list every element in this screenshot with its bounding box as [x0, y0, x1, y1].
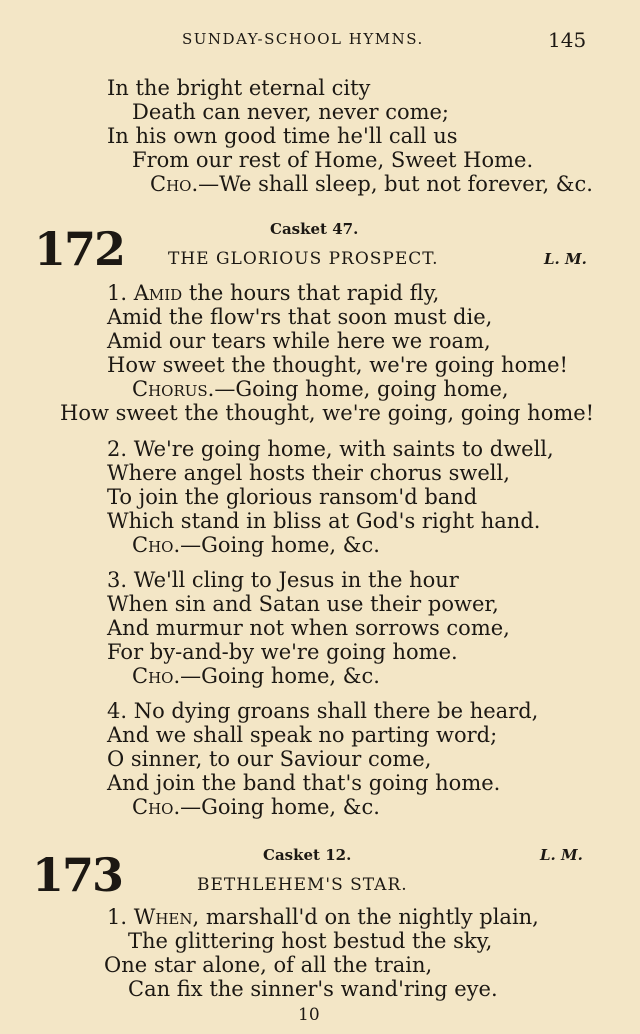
verse-line: To join the glorious ransom'd band — [107, 485, 478, 509]
chorus-text: —Going home, &c. — [180, 664, 380, 688]
chorus-label: Cho. — [132, 533, 181, 557]
page-number: 145 — [548, 28, 587, 52]
verse-line: How sweet the thought, we're going home! — [107, 353, 568, 377]
chorus-line: How sweet the thought, we're going, going home! — [60, 401, 595, 425]
verse-line: From our rest of Home, Sweet Home. — [132, 148, 534, 172]
chorus-line — [132, 664, 380, 688]
chorus-text: —Going home, &c. — [180, 795, 380, 819]
tune-source: Casket 47. — [270, 220, 359, 238]
verse-line: Which stand in bliss at God's right hand. — [107, 509, 541, 533]
hymn-title: THE GLORIOUS PROSPECT. — [168, 249, 439, 269]
verse-line: In his own good time he'll call us — [107, 124, 458, 148]
signature-mark: 10 — [298, 1005, 320, 1025]
chorus-text: —Going home, &c. — [180, 533, 380, 557]
verse-line — [107, 281, 439, 305]
chorus-line — [132, 533, 380, 557]
verse-number: 1. — [107, 281, 128, 305]
hymn-meter: L. M. — [544, 250, 587, 268]
verse-line: In the bright eternal city — [107, 76, 371, 100]
chorus-label: Chorus. — [132, 377, 215, 401]
verse-line: 3. We'll cling to Jesus in the hour — [107, 568, 459, 592]
chorus-text: —We shall sleep, but not forever, &c. — [198, 172, 593, 196]
chorus-label: Cho. — [132, 664, 181, 688]
verse-line-rest: , marshall'd on the nightly plain, — [192, 905, 539, 929]
hymn-title: BETHLEHEM'S STAR. — [197, 875, 408, 895]
verse-line: Death can never, never come; — [132, 100, 450, 124]
verse-line: And join the band that's going home. — [107, 771, 501, 795]
verse-line: 2. We're going home, with saints to dwell, — [107, 437, 554, 461]
verse-line: Can fix the sinner's wand'ring eye. — [128, 977, 498, 1001]
chorus-text: —Going home, going home, — [214, 377, 509, 401]
verse-line: And murmur not when sorrows come, — [107, 616, 510, 640]
verse-line: And we shall speak no parting word; — [107, 723, 498, 747]
verse-line-rest: the hours that rapid fly, — [182, 281, 440, 305]
verse-line: For by-and-by we're going home. — [107, 640, 458, 664]
running-header: SUNDAY-SCHOOL HYMNS. — [182, 30, 424, 48]
tune-source: Casket 12. — [263, 846, 352, 864]
chorus-line — [150, 172, 593, 196]
verse-line: O sinner, to our Saviour come, — [107, 747, 432, 771]
verse-line — [107, 905, 539, 929]
verse-line: 4. No dying groans shall there be heard, — [107, 699, 539, 723]
chorus-line — [132, 377, 509, 401]
verse-line: One star alone, of all the train, — [104, 953, 433, 977]
verse-first-word: When — [133, 905, 193, 929]
hymn-meter: L. M. — [540, 846, 583, 864]
verse-first-word: Amid — [133, 281, 183, 305]
chorus-line — [132, 795, 380, 819]
hymn-number: 173 — [32, 848, 123, 902]
verse-line: Amid the flow'rs that soon must die, — [107, 305, 493, 329]
hymn-number: 172 — [34, 222, 125, 276]
chorus-label: Cho. — [150, 172, 199, 196]
verse-line: Amid our tears while here we roam, — [107, 329, 491, 353]
chorus-label: Cho. — [132, 795, 181, 819]
verse-line: The glittering host bestud the sky, — [128, 929, 493, 953]
verse-line: Where angel hosts their chorus swell, — [107, 461, 510, 485]
verse-line: When sin and Satan use their power, — [107, 592, 499, 616]
verse-number: 1. — [107, 905, 128, 929]
